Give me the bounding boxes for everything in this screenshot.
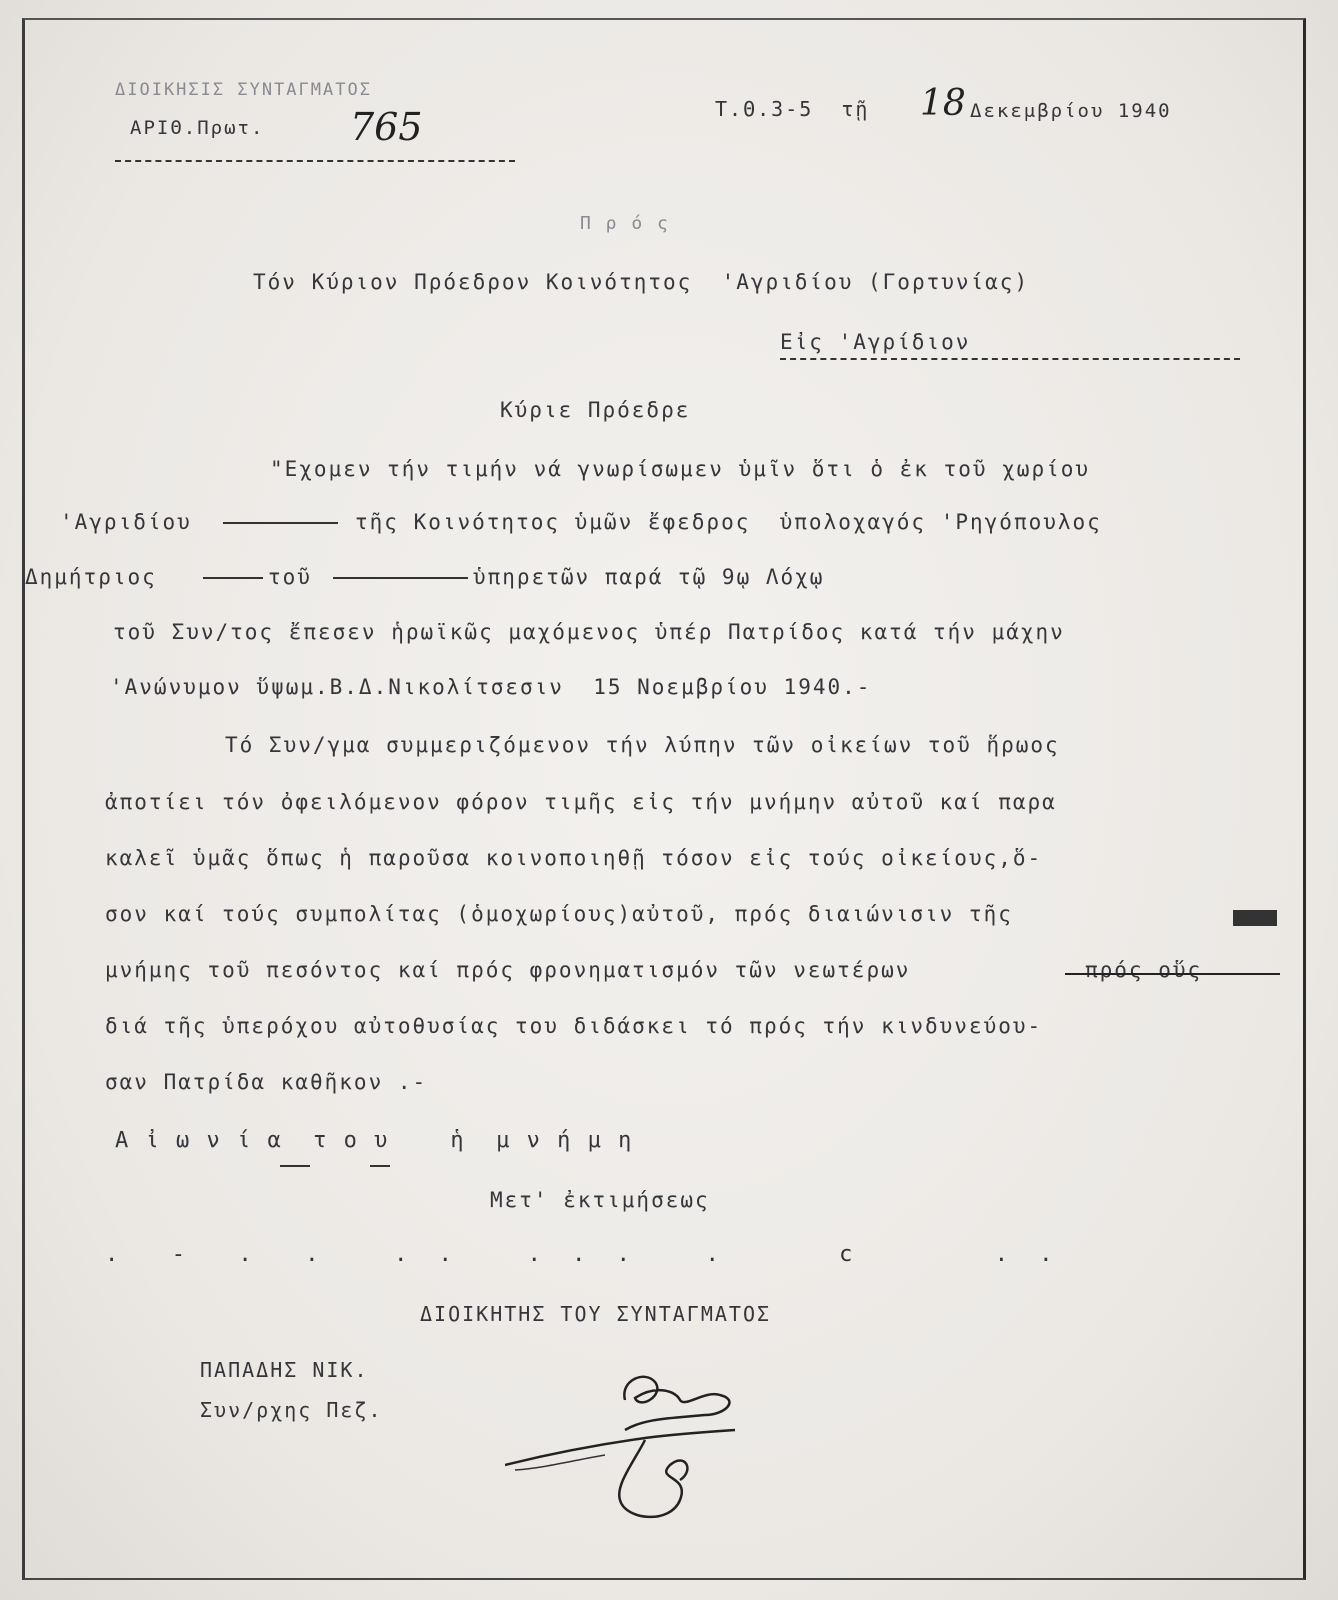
- protocol-number: 765: [350, 105, 423, 149]
- document-page: [22, 18, 1306, 1580]
- strikethrough-line: [1065, 973, 1280, 975]
- body-line-6: Τό Συν/γμα συμμεριζόμενον τήν λύπην τῶν οἰκείων τοῦ ἥρωος: [225, 733, 1060, 757]
- to-label: Π ρ ό ς: [580, 213, 670, 234]
- protocol-label: ΑΡΙΘ.Πρωτ.: [130, 117, 265, 139]
- salutation: Κύριε Πρόεδρε: [500, 398, 691, 422]
- signer-rank: Συν/ρχης Πεζ.: [200, 1398, 383, 1422]
- destination-underline: [780, 358, 1240, 360]
- commander-title: ΔΙΟΙΚΗΤΗΣ ΤΟΥ ΣΥΝΤΑΓΜΑΤΟΣ: [420, 1302, 772, 1326]
- regards-line: Μετ' ἐκτιμήσεως: [490, 1188, 710, 1212]
- body-line-2a: 'Αγριδίου: [60, 510, 192, 534]
- body-line-5: 'Ανώνυμον ὕψωμ.Β.Δ.Νικολίτσεσιν 15 Νοεμβρίου 1940.-: [110, 675, 872, 699]
- date-day: 18: [920, 83, 966, 124]
- destination-line: Εἰς 'Αγρίδιον: [780, 330, 971, 354]
- recipient-line: Τόν Κύριον Πρόεδρον Κοινότητος 'Αγριδίου (Γορτυνίας): [253, 270, 1030, 294]
- unit-header: ΔΙΟΙΚΗΣΙΣ ΣΥΝΤΑΓΜΑΤΟΣ: [115, 80, 372, 100]
- body-line-1: "Εχομεν τήν τιμήν νά γνωρίσωμεν ὑμῖν ὅτι ὁ ἐκ τοῦ χωρίου: [270, 457, 1091, 481]
- body-line-12: σαν Πατρίδα καθῆκον .-: [105, 1070, 428, 1094]
- body-line-8: καλεῖ ὑμᾶς ὅπως ἡ παροῦσα κοινοποιηθῇ τόσον εἰς τούς οἰκείους,ὅ-: [105, 846, 1043, 870]
- blank-line: [223, 522, 338, 524]
- struck-text: πρός οὕς: [1085, 958, 1203, 982]
- place-date-prefix: Τ.Θ.3-5 τῇ: [715, 97, 870, 121]
- date-month-year: Δεκεμβρίου 1940: [970, 100, 1172, 122]
- closing-line: Α ἰ ω ν ί α τ ο υ ἡ μ ν ή μ η: [115, 1128, 634, 1153]
- body-line-7: ἀποτίει τόν ὀφειλόμενον φόρον τιμῆς εἰς τήν μνήμην αὐτοῦ καί παρα: [105, 790, 1057, 814]
- underline-mark: [370, 1165, 390, 1167]
- body-line-3a: Δημήτριος: [25, 565, 157, 589]
- handwritten-signature-icon: [505, 1360, 775, 1530]
- body-line-3b: τοῦ: [268, 565, 312, 589]
- signer-name: ΠΑΠΑΔΗΣ ΝΙΚ.: [200, 1358, 369, 1382]
- blank-line: [203, 577, 263, 579]
- body-line-4: τοῦ Συν/τος ἔπεσεν ἡρωϊκῶς μαχόμενος ὑπέρ Πατρίδος κατά τήν μάχην: [113, 620, 1065, 644]
- body-line-2b: τῆς Κοινότητος ὑμῶν ἔφεδρος ὑπολοχαγός 'Ρηγόπουλος: [355, 510, 1102, 534]
- dotted-separator: . - . . . . . . . . c . .: [105, 1242, 1062, 1267]
- body-line-9: σον καί τούς συμπολίτας (ὁμοχωρίους)αὐτοῦ, πρός διαιώνισιν τῆς: [105, 902, 1013, 926]
- body-line-10: μνήμης τοῦ πεσόντος καί πρός φρονηματισμόν τῶν νεωτέρων: [105, 958, 911, 982]
- underline-mark: [280, 1165, 310, 1167]
- typed-over-mark: [1233, 910, 1277, 926]
- body-line-11: διά τῆς ὑπερόχου αὐτοθυσίας του διδάσκει τό πρός τήν κινδυνεύου-: [105, 1014, 1043, 1038]
- protocol-underline: [115, 160, 515, 162]
- blank-line: [333, 577, 468, 579]
- body-line-3c: ὑπηρετῶν παρά τῷ 9ῳ Λόχῳ: [473, 565, 825, 589]
